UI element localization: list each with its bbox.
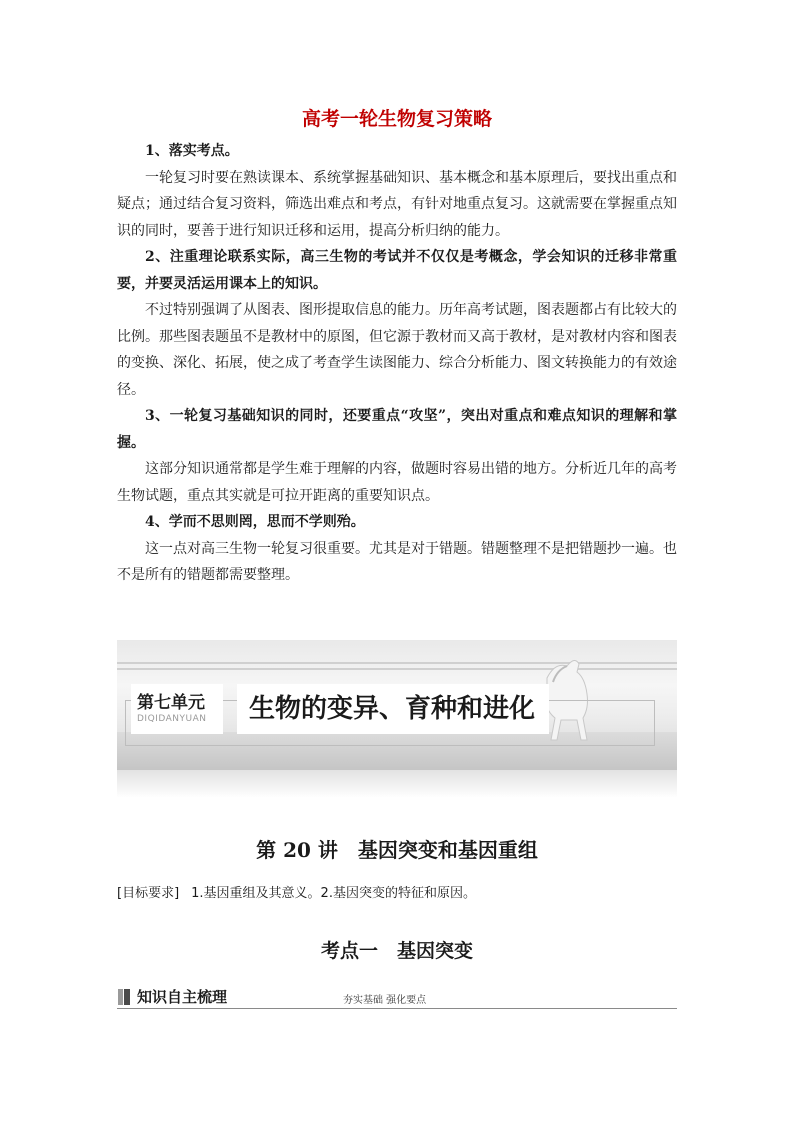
unit-pinyin: DIQIDANYUAN [137, 714, 207, 724]
heading-2: 2、注重理论联系实际，高三生物的考试并不仅仅是考概念，学会知识的迁移非常重要，并要灵活运用课本上的知识。 [117, 249, 677, 292]
unit-banner [117, 640, 677, 770]
strategy-text [117, 138, 677, 589]
section-label: 知识自主梳理 [137, 988, 228, 1006]
banner-shadow [117, 770, 677, 798]
heading-3: 3、一轮复习基础知识的同时，还要重点“攻坚”，突出对重点和难点知识的理解和掌握。 [117, 408, 677, 451]
paragraph-1: 一轮复习时要在熟读课本、系统掌握基础知识、基本概念和基本原理后，要找出重点和疑点；通过结合复习资料，筛选出难点和考点，有针对地重点复习。这就需要在掌握重点知识的同时，要善于进行知识迁移和运用，提高分析归纳的能力。 [117, 169, 677, 239]
lecture-title: 第 20 讲 基因突变和基因重组 [256, 838, 538, 862]
bookmark-icon [117, 988, 131, 1006]
paragraph-3: 这部分知识通常都是学生难于理解的内容，做题时容易出错的地方。分析近几年的高考生物试题，重点其实就是可拉开距离的重要知识点。 [117, 461, 677, 504]
goal-label: [目标要求] [117, 886, 180, 901]
goal-requirements [117, 882, 488, 901]
unit-number: 第七单元 [137, 693, 205, 713]
section-header [117, 986, 677, 1009]
paragraph-2: 不过特别强调了从图表、图形提取信息的能力。历年高考试题，图表题都占有比较大的比例。那些图表题虽不是教材中的原图，但它源于教材而又高于教材，是对教材内容和图表的变换、深化、拓展，使之成了考查学生读图能力、综合分析能力、图文转换能力的有效途径。 [117, 302, 677, 398]
goal-text: 1.基因重组及其意义。2.基因突变的特征和原因。 [191, 886, 476, 901]
heading-4: 4、学而不思则罔，思而不学则殆。 [145, 514, 365, 530]
unit-title: 生物的变异、育种和进化 [249, 694, 536, 724]
heading-1: 1、落实考点。 [145, 143, 239, 159]
point-title: 考点一 基因突变 [320, 940, 473, 962]
section-subtitle: 夯实基础 强化要点 [343, 995, 427, 1006]
paragraph-4: 这一点对高三生物一轮复习很重要。尤其是对于错题。错题整理不是把错题抄一遍。也不是所有的错题都需要整理。 [117, 540, 677, 583]
document-title: 高考一轮生物复习策略 [301, 108, 492, 130]
